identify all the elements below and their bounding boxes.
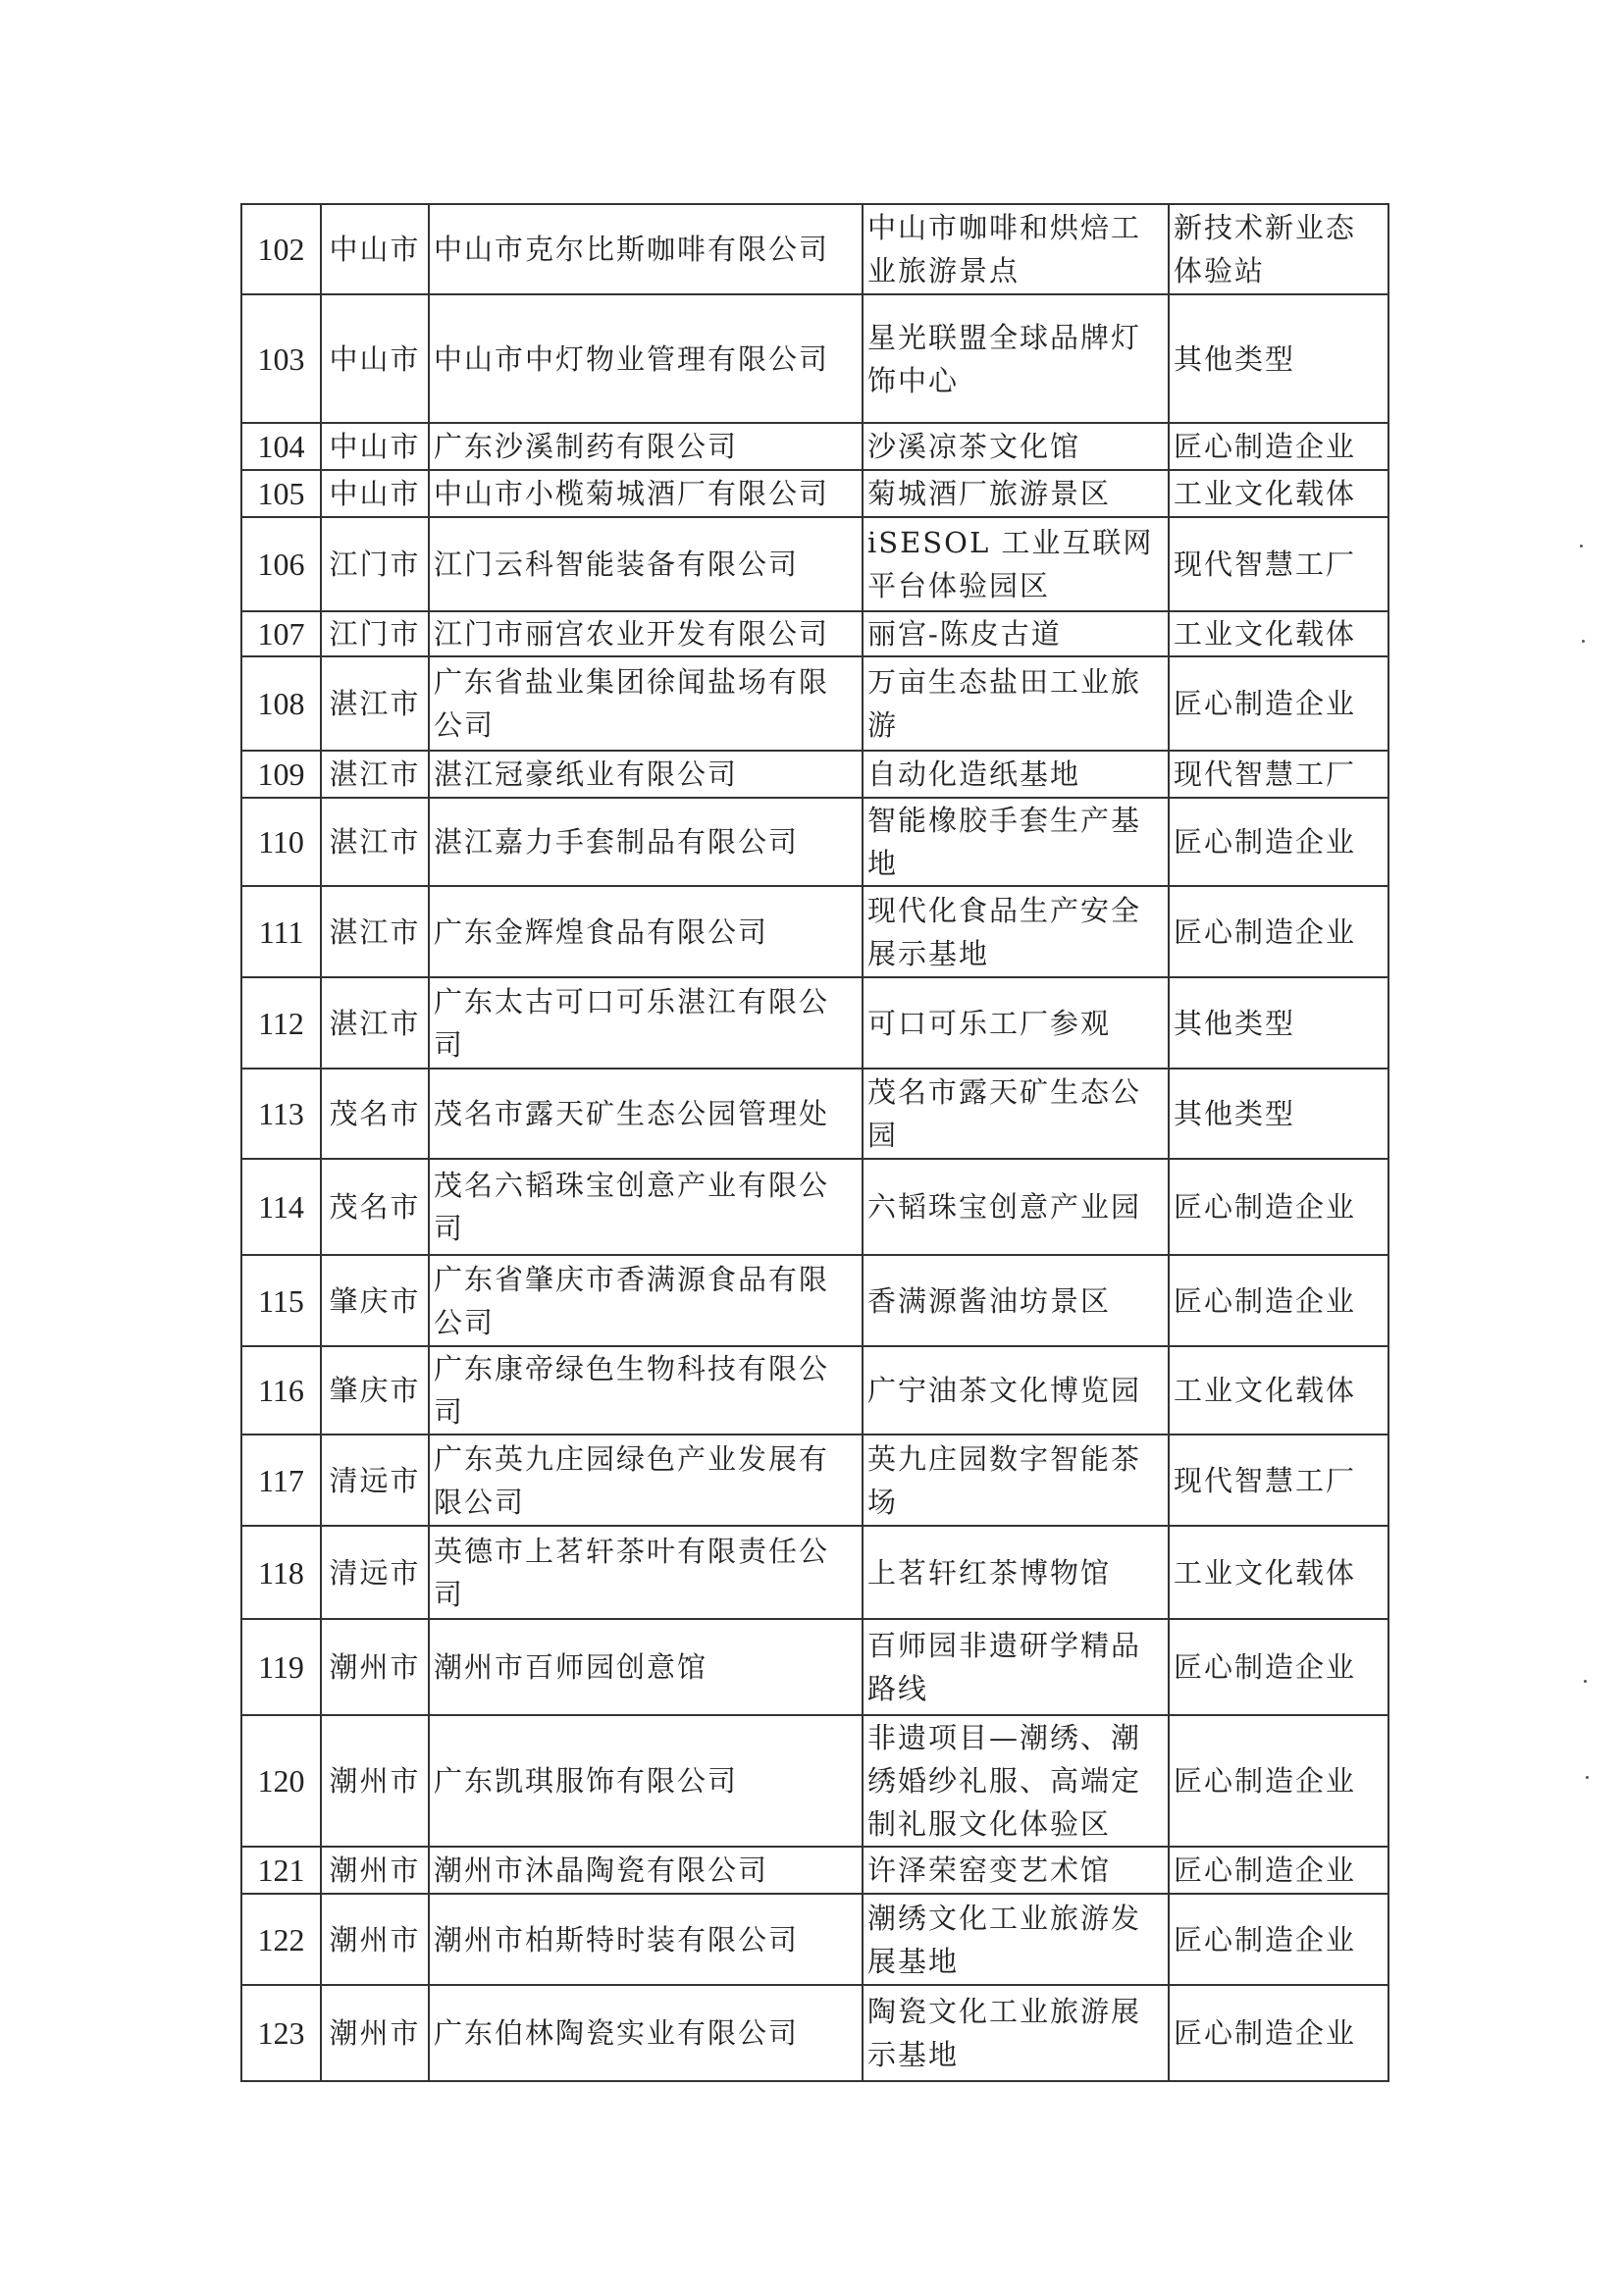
row-number: 117 — [241, 1435, 321, 1526]
table-row — [241, 977, 1388, 1069]
row-number: 102 — [241, 204, 321, 294]
enterprise-list-table — [240, 203, 1389, 2082]
category-cell: 新技术新业态体验站 — [1169, 204, 1388, 294]
company-cell: 中山市中灯物业管理有限公司 — [429, 294, 863, 423]
scan-speck — [1582, 640, 1585, 643]
company-cell: 广东沙溪制药有限公司 — [429, 423, 863, 470]
row-number: 123 — [241, 1985, 321, 2081]
table-row — [241, 1847, 1388, 1894]
city-cell: 清远市 — [321, 1435, 429, 1526]
project-cell: 星光联盟全球品牌灯饰中心 — [863, 294, 1169, 423]
city-cell: 湛江市 — [321, 751, 429, 798]
table-row — [241, 423, 1388, 470]
city-cell: 中山市 — [321, 204, 429, 294]
category-cell: 匠心制造企业 — [1169, 1985, 1388, 2081]
category-cell: 匠心制造企业 — [1169, 656, 1388, 751]
city-cell: 湛江市 — [321, 798, 429, 886]
category-cell: 匠心制造企业 — [1169, 1619, 1388, 1715]
company-cell: 潮州市沐晶陶瓷有限公司 — [429, 1847, 863, 1894]
company-cell: 广东伯林陶瓷实业有限公司 — [429, 1985, 863, 2081]
table-row — [241, 294, 1388, 423]
company-cell: 广东省盐业集团徐闻盐场有限公司 — [429, 656, 863, 751]
company-cell: 广东金辉煌食品有限公司 — [429, 886, 863, 977]
company-cell: 茂名六韬珠宝创意产业有限公司 — [429, 1159, 863, 1255]
project-cell: 茂名市露天矿生态公园 — [863, 1069, 1169, 1159]
table-row — [241, 611, 1388, 656]
table-row — [241, 751, 1388, 798]
row-number: 107 — [241, 611, 321, 656]
project-cell: 菊城酒厂旅游景区 — [863, 470, 1169, 517]
city-cell: 潮州市 — [321, 1894, 429, 1985]
company-cell: 中山市小榄菊城酒厂有限公司 — [429, 470, 863, 517]
category-cell: 匠心制造企业 — [1169, 1894, 1388, 1985]
table-row — [241, 1346, 1388, 1435]
table-row — [241, 1985, 1388, 2081]
project-cell: 六韬珠宝创意产业园 — [863, 1159, 1169, 1255]
row-number: 103 — [241, 294, 321, 423]
city-cell: 湛江市 — [321, 977, 429, 1069]
project-cell: 中山市咖啡和烘焙工业旅游景点 — [863, 204, 1169, 294]
category-cell: 匠心制造企业 — [1169, 1255, 1388, 1346]
city-cell: 肇庆市 — [321, 1346, 429, 1435]
city-cell: 湛江市 — [321, 886, 429, 977]
project-cell: 潮绣文化工业旅游发展基地 — [863, 1894, 1169, 1985]
project-cell: 智能橡胶手套生产基地 — [863, 798, 1169, 886]
city-cell: 中山市 — [321, 423, 429, 470]
project-cell: 许泽荣窑变艺术馆 — [863, 1847, 1169, 1894]
city-cell: 茂名市 — [321, 1159, 429, 1255]
project-cell: 沙溪凉茶文化馆 — [863, 423, 1169, 470]
company-cell: 广东康帝绿色生物科技有限公司 — [429, 1346, 863, 1435]
project-cell: 陶瓷文化工业旅游展示基地 — [863, 1985, 1169, 2081]
company-cell: 潮州市柏斯特时装有限公司 — [429, 1894, 863, 1985]
table-row — [241, 1526, 1388, 1619]
row-number: 119 — [241, 1619, 321, 1715]
company-cell: 茂名市露天矿生态公园管理处 — [429, 1069, 863, 1159]
city-cell: 清远市 — [321, 1526, 429, 1619]
category-cell: 工业文化载体 — [1169, 470, 1388, 517]
category-cell: 匠心制造企业 — [1169, 1715, 1388, 1847]
project-cell: 广宁油茶文化博览园 — [863, 1346, 1169, 1435]
row-number: 110 — [241, 798, 321, 886]
city-cell: 中山市 — [321, 294, 429, 423]
company-cell: 广东省肇庆市香满源食品有限公司 — [429, 1255, 863, 1346]
city-cell: 湛江市 — [321, 656, 429, 751]
category-cell: 匠心制造企业 — [1169, 1159, 1388, 1255]
category-cell: 其他类型 — [1169, 1069, 1388, 1159]
city-cell: 潮州市 — [321, 1715, 429, 1847]
company-cell: 江门市丽宫农业开发有限公司 — [429, 611, 863, 656]
scan-speck — [1584, 1680, 1587, 1683]
city-cell: 肇庆市 — [321, 1255, 429, 1346]
company-cell: 英德市上茗轩茶叶有限责任公司 — [429, 1526, 863, 1619]
table-row — [241, 1894, 1388, 1985]
table-row — [241, 1159, 1388, 1255]
table-row — [241, 1255, 1388, 1346]
row-number: 112 — [241, 977, 321, 1069]
table-row — [241, 470, 1388, 517]
row-number: 116 — [241, 1346, 321, 1435]
row-number: 121 — [241, 1847, 321, 1894]
project-cell: 可口可乐工厂参观 — [863, 977, 1169, 1069]
row-number: 109 — [241, 751, 321, 798]
scan-speck — [1580, 545, 1583, 548]
company-cell: 潮州市百师园创意馆 — [429, 1619, 863, 1715]
project-cell: 上茗轩红茶博物馆 — [863, 1526, 1169, 1619]
table-row — [241, 1619, 1388, 1715]
table-row — [241, 1435, 1388, 1526]
city-cell: 江门市 — [321, 517, 429, 611]
row-number: 113 — [241, 1069, 321, 1159]
table-row — [241, 204, 1388, 294]
table-row — [241, 656, 1388, 751]
company-cell: 广东凯琪服饰有限公司 — [429, 1715, 863, 1847]
category-cell: 匠心制造企业 — [1169, 886, 1388, 977]
table-row — [241, 517, 1388, 611]
project-cell: 百师园非遗研学精品路线 — [863, 1619, 1169, 1715]
city-cell: 江门市 — [321, 611, 429, 656]
project-cell: 非遗项目—潮绣、潮绣婚纱礼服、高端定制礼服文化体验区 — [863, 1715, 1169, 1847]
scan-speck — [1586, 1776, 1589, 1779]
company-cell: 江门云科智能装备有限公司 — [429, 517, 863, 611]
table-row — [241, 1069, 1388, 1159]
row-number: 106 — [241, 517, 321, 611]
category-cell: 匠心制造企业 — [1169, 1847, 1388, 1894]
project-cell: 香满源酱油坊景区 — [863, 1255, 1169, 1346]
company-cell: 广东太古可口可乐湛江有限公司 — [429, 977, 863, 1069]
row-number: 120 — [241, 1715, 321, 1847]
category-cell: 其他类型 — [1169, 977, 1388, 1069]
company-cell: 湛江冠豪纸业有限公司 — [429, 751, 863, 798]
row-number: 122 — [241, 1894, 321, 1985]
city-cell: 潮州市 — [321, 1619, 429, 1715]
category-cell: 其他类型 — [1169, 294, 1388, 423]
row-number: 118 — [241, 1526, 321, 1619]
category-cell: 现代智慧工厂 — [1169, 751, 1388, 798]
company-cell: 广东英九庄园绿色产业发展有限公司 — [429, 1435, 863, 1526]
row-number: 105 — [241, 470, 321, 517]
project-cell: 英九庄园数字智能茶场 — [863, 1435, 1169, 1526]
category-cell: 现代智慧工厂 — [1169, 517, 1388, 611]
category-cell: 工业文化载体 — [1169, 1526, 1388, 1619]
category-cell: 匠心制造企业 — [1169, 423, 1388, 470]
row-number: 115 — [241, 1255, 321, 1346]
table-row — [241, 1715, 1388, 1847]
city-cell: 中山市 — [321, 470, 429, 517]
city-cell: 潮州市 — [321, 1847, 429, 1894]
category-cell: 现代智慧工厂 — [1169, 1435, 1388, 1526]
row-number: 111 — [241, 886, 321, 977]
table-row — [241, 798, 1388, 886]
row-number: 114 — [241, 1159, 321, 1255]
category-cell: 工业文化载体 — [1169, 611, 1388, 656]
city-cell: 茂名市 — [321, 1069, 429, 1159]
company-cell: 中山市克尔比斯咖啡有限公司 — [429, 204, 863, 294]
project-cell: 万亩生态盐田工业旅游 — [863, 656, 1169, 751]
row-number: 108 — [241, 656, 321, 751]
project-cell: 丽宫-陈皮古道 — [863, 611, 1169, 656]
row-number: 104 — [241, 423, 321, 470]
project-cell: 现代化食品生产安全展示基地 — [863, 886, 1169, 977]
category-cell: 匠心制造企业 — [1169, 798, 1388, 886]
category-cell: 工业文化载体 — [1169, 1346, 1388, 1435]
city-cell: 潮州市 — [321, 1985, 429, 2081]
project-cell: iSESOL 工业互联网平台体验园区 — [863, 517, 1169, 611]
project-cell: 自动化造纸基地 — [863, 751, 1169, 798]
table-row — [241, 886, 1388, 977]
company-cell: 湛江嘉力手套制品有限公司 — [429, 798, 863, 886]
table-body — [241, 204, 1388, 2081]
